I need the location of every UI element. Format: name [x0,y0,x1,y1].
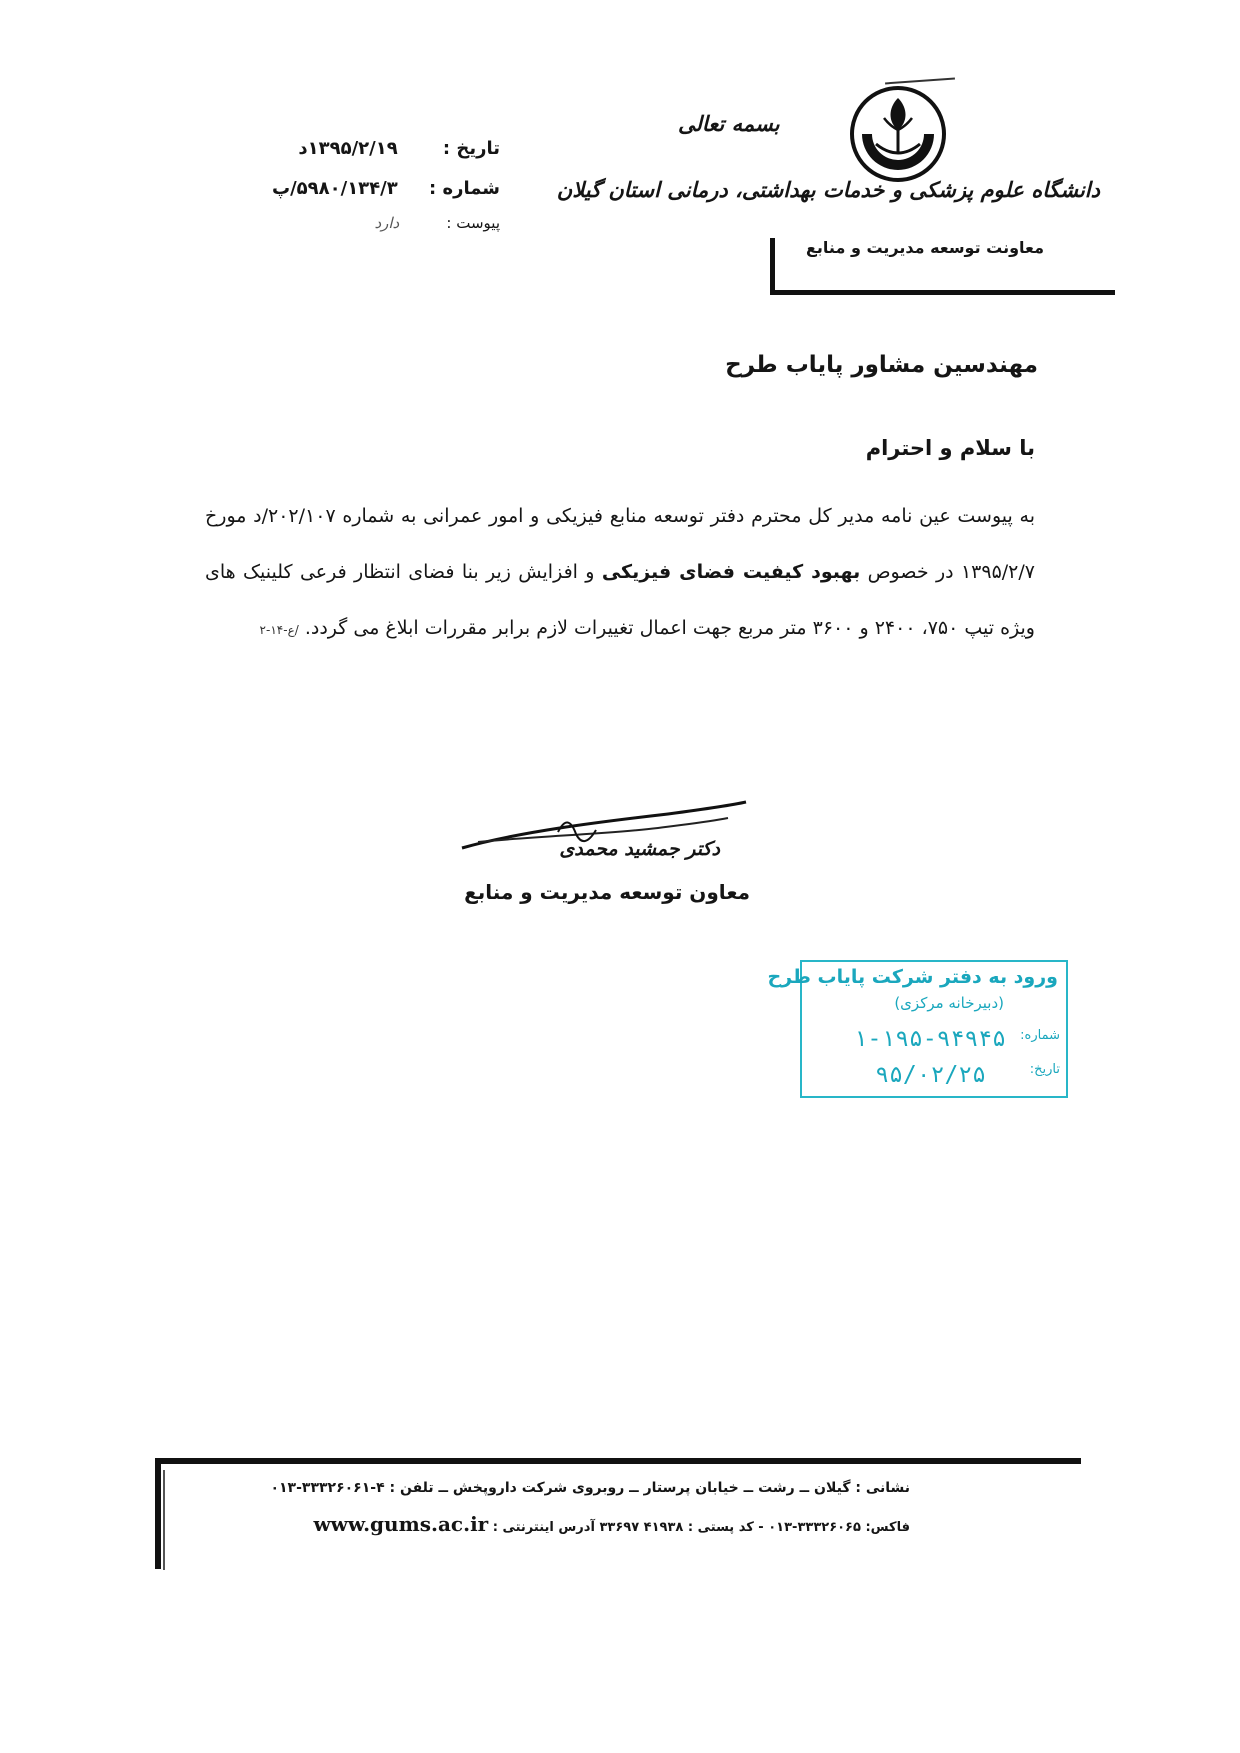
meta-attachment [209,214,500,232]
meta-date [208,138,500,159]
stamp-subtitle: (دبیرخانه مرکزی) [894,994,1004,1012]
date-label: تاریخ : [442,138,500,159]
meta-number [208,178,500,199]
letter-body [205,488,1035,658]
deputy-label: معاونت توسعه مدیریت و منابع [805,238,1044,257]
stamp-number-value: ۱-۱۹۵-۹۴۹۴۵ [853,1026,1006,1052]
number-label: شماره : [429,178,500,199]
attachment-value: دارد [374,214,400,232]
university-logo-icon [848,84,948,184]
body-part2: و افزایش زیر بنا فضای انتظار فرعی کلینیک های ویژه تیپ ۷۵۰، ۲۴۰۰ و ۳۶۰۰ متر مربع جهت اعمال تغییرات لازم برابر مقررات ابلاغ می گردد. [205,561,1035,639]
recipient: مهندسین مشاور پایاب طرح [725,352,1038,378]
stamp-date-label: تاریخ: [1029,1062,1060,1077]
footer-contact [307,1512,910,1536]
footer-address: نشانی : گیلان ــ رشت ــ خیابان پرستار ــ روبروی شرکت داروپخش ــ تلفن : ۴-۳۳۳۲۶۰۶۱-۰۱۳ [270,1480,910,1496]
university-name: دانشگاه علوم پزشکی و خدمات بهداشتی، درمانی استان گیلان [556,178,1100,202]
attachment-label: پیوست : [446,214,500,232]
footer-contact-text: فاکس: ۳۳۳۲۶۰۶۵-۰۱۳ - کد پستی : ۴۱۹۳۸ ۳۳۶۹۷ آدرس اینترنتی : [492,1520,910,1535]
footer-website-link[interactable]: www.gums.ac.ir [313,1512,489,1536]
stamp-title: ورود به دفتر شرکت پایاب طرح [767,966,1058,988]
stamp-number-label: شماره: [1020,1028,1060,1043]
signer-name: دکتر جمشید محمدی [559,838,720,860]
stamp-date-value: ۹۵/۰۲/۲۵ [875,1062,986,1088]
reference-note: /ع-۱۴-۲ [259,623,299,637]
signer-title: معاون توسعه مدیریت و منابع [464,880,750,904]
body-part1: به پیوست عین نامه مدیر کل محترم دفتر توسعه منابع فیزیکی و امور عمرانی به شماره ۲۰۲/۱۰۷/د مورخ ۱۳۹۵/۲/۷ در خصوص [205,505,1035,583]
date-value: ۱۳۹۵/۲/۱۹د [298,138,398,159]
bismillah-text: بسمه تعالی [678,112,780,136]
body-bold-subject: بهبود کیفیت فضای فیزیکی [601,561,861,583]
footer-side-line [163,1470,165,1570]
greeting: با سلام و احترام [865,436,1035,460]
receipt-stamp [767,960,1068,1098]
number-value: ۵۹۸۰/۱۳۴/۳/پ [272,178,398,199]
